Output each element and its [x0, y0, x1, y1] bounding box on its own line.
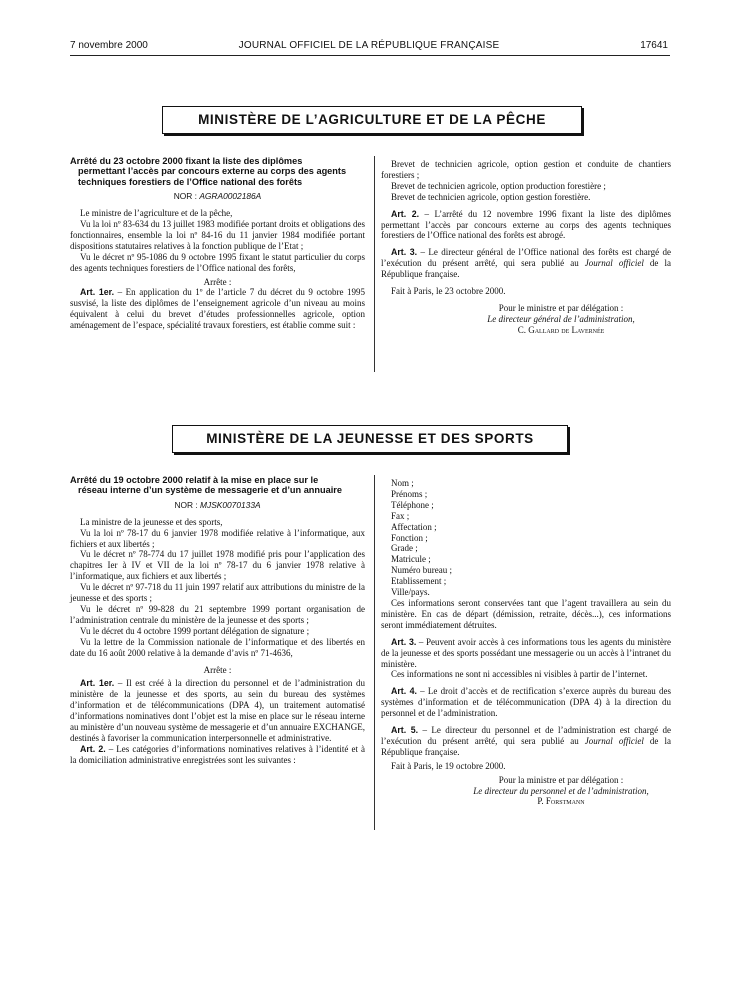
article-3 [381, 247, 671, 280]
paragraph: Vu la loi nº 78-17 du 6 janvier 1978 modifiée relative à l’informatique, aux fichiers et aux libertés ; [70, 527, 365, 549]
article-label: Art. 4. [391, 686, 417, 697]
article-label: Art. 3. [391, 247, 418, 258]
list-item: Etablissement ; [391, 576, 447, 587]
article-label: Art. 3. [391, 636, 417, 647]
paragraph: Vu le décret nº 95-1086 du 9 octobre 1995 fixant le statut particulier du corps des agents techniques forestiers de l’Office national des forêts, [70, 251, 365, 273]
list-item: Fonction ; [391, 532, 428, 543]
decree-title [70, 475, 365, 496]
issue-date: 7 novembre 2000 [70, 40, 148, 51]
decree-youth-left-column [70, 475, 365, 766]
article-4 [381, 686, 671, 719]
signature-delegation: Pour le ministre et par délégation : [498, 302, 624, 313]
list-item: Ville/pays. [391, 587, 430, 598]
article-text: – Il est créé à la direction du personnel et de l’administration du ministère de la jeunesse et des sports, au sein du bureau des systèmes d’information et de télécommunications (DPA 4), un traitement automatisé d’informations nominatives dont l’objet est la mise en place sur le réseau interne au ministère d’un nouveau système de messagerie et d’un annuaire EXCHANGE, destinés à favoriser la communication interpersonnelle et administrative. [70, 678, 366, 743]
article-1 [70, 287, 365, 331]
journal-title: JOURNAL OFFICIEL DE LA RÉPUBLIQUE FRANÇAISE [238, 40, 500, 51]
signature-name: P. Forstmann [537, 796, 585, 807]
nor-code: MJSK0070133A [200, 499, 261, 510]
decree-title-line2: réseau interne d’un système de messagerie et d’un annuaire [78, 485, 342, 496]
ministry-heading-youth-sports: MINISTÈRE DE LA JEUNESSE ET DES SPORTS [172, 425, 568, 453]
paragraph: Ces informations ne sont ni accessibles ni visibles à partir de l’internet. [391, 669, 648, 680]
article-text: – Les catégories d’informations nominatives relatives à l’identité et à la domiciliation administrative enregistrées sont les suivantes : [70, 743, 365, 765]
paragraph: Vu le décret nº 97-718 du 11 juin 1997 relatif aux attributions du ministre de la jeunesse et des sports ; [70, 582, 365, 604]
article-text: – Le directeur général de l’Office national des forêts est chargé de l’exécution du présent arrêté, qui sera publié au [381, 247, 671, 269]
signature-title: Le directeur général de l’administration, [487, 313, 635, 324]
nor-label: NOR : [174, 499, 198, 510]
article-text: – L’arrêté du 12 novembre 1996 fixant la liste des diplômes permettant l’accès par concours externe au corps des agents techniques forestiers de l’Office national des forêts est abrogé. [381, 208, 671, 241]
nor-label: NOR : [173, 191, 197, 202]
journal-reference: Journal officiel [584, 735, 644, 746]
list-item: Grade ; [391, 543, 418, 554]
nor-reference [70, 191, 365, 202]
arrete-label: Arrête : [203, 664, 232, 675]
paragraph: Vu le décret du 4 octobre 1999 portant délégation de signature ; [80, 625, 310, 636]
decree-youth-right-column [381, 478, 671, 807]
list-item: Téléphone ; [391, 499, 434, 510]
paragraph: Le ministre de l’agriculture et de la pêche, [80, 208, 233, 219]
diploma-item: Brevet de technicien agricole, option gestion forestière. [391, 191, 591, 202]
signature-delegation: Pour la ministre et par délégation : [498, 774, 624, 785]
list-item: Matricule ; [391, 554, 431, 565]
signature-name: C. Gallard de Lavernée [517, 324, 605, 335]
diploma-item: Brevet de technicien agricole, option gestion et conduite de chantiers forestiers ; [381, 159, 671, 180]
list-item: Nom ; [391, 478, 414, 488]
article-text: de la République française. [381, 735, 671, 757]
article-label: Art. 1er. [80, 287, 115, 298]
decree-agriculture-right-column [381, 159, 671, 336]
list-item: Numéro bureau ; [391, 565, 452, 576]
list-item: Prénoms ; [391, 488, 428, 499]
paragraph: Vu la loi nº 83-634 du 13 juillet 1983 modifiée portant droits et obligations des fonctionnaires, ensemble la loi nº 84-16 du 11 janvier 1984 modifiée portant dispositions statutaires relatives à la fonction publique de l’Etat ; [70, 219, 365, 251]
article-5 [381, 725, 671, 758]
decree-title-line2: permettant l’accès par concours externe au corps des agents techniques forestiers de l’Office national des forêts [78, 166, 347, 187]
diploma-item: Brevet de technicien agricole, option production forestière ; [391, 180, 606, 191]
article-text: – Le droit d’accès et de rectification s’exerce auprès du bureau des systèmes d’information et de télécommunication (DPA 4) à la direction du personnel et de l’administration. [381, 686, 671, 719]
paragraph: Vu la lettre de la Commission nationale de l’informatique et des libertés en date du 16 août 2000 relative à la demande d’avis nº 71-4636, [70, 636, 365, 658]
decree-title-line1: Arrêté du 23 octobre 2000 fixant la liste des diplômes [70, 156, 303, 166]
article-label: Art. 2. [391, 208, 420, 219]
list-item: Fax ; [391, 510, 410, 521]
decree-title-line1: Arrêté du 19 octobre 2000 relatif à la mise en place sur le [70, 475, 319, 485]
article-label: Art. 1er. [80, 678, 115, 689]
arrete-label: Arrête : [203, 276, 232, 287]
paragraph: Vu le décret nº 78-774 du 17 juillet 1978 modifié pris pour l’application des chapitres Ier à IV et VII de la loi nº 78-17 du 6 janvier 1978 relative à l’informatique, aux fichiers et aux libertés ; [70, 549, 365, 582]
decree-agriculture-left-column [70, 156, 365, 331]
article-label: Art. 5. [391, 725, 419, 736]
article-text: de la République française. [381, 258, 671, 280]
article-label: Art. 2. [80, 743, 106, 754]
nor-reference [70, 500, 365, 511]
ministry-heading-agriculture: MINISTÈRE DE L’AGRICULTURE ET DE LA PÊCHE [162, 106, 582, 134]
information-categories-list [381, 478, 671, 598]
article-3 [381, 637, 671, 670]
paragraph: La ministre de la jeunesse et des sports, [80, 516, 223, 527]
list-item: Affectation ; [391, 521, 437, 532]
decree-title [70, 156, 365, 187]
article-text: – En application du 1º de l’article 7 du décret du 9 octobre 1995 susvisé, la liste des diplômes de l’enseignement agricole d’un niveau au moins équivalent à celui du brevet d’études professionnelles agricole, option aménagement de l’espace, spécialité travaux forestiers, est établie comme suit : [70, 287, 365, 331]
paragraph: Ces informations seront conservées tant que l’agent travaillera au sein du ministère. En cas de départ (démission, retraite, décès...), ces informations seront immédiatement détruites. [381, 597, 671, 630]
article-text: – Peuvent avoir accès à ces informations tous les agents du ministère de la jeunesse et des sports possédant une messagerie ou un accès à l’intranet du ministère. [381, 636, 671, 669]
page-number: 17641 [640, 40, 668, 51]
done-at-line: Fait à Paris, le 23 octobre 2000. [391, 286, 506, 297]
signature-title: Le directeur du personnel et de l’administration, [473, 785, 649, 796]
paragraph: Vu le décret nº 99-828 du 21 septembre 1999 portant organisation de l’administration centrale du ministère de la jeunesse et des sports ; [70, 603, 365, 625]
nor-code: AGRA0002186A [199, 191, 262, 202]
column-divider [374, 475, 375, 830]
column-divider [374, 156, 375, 372]
article-text: – Le directeur du personnel et de l’administration est chargé de l’exécution du présent arrêté, qui sera publié au [381, 725, 671, 746]
done-at-line: Fait à Paris, le 19 octobre 2000. [391, 760, 506, 771]
header-rule [70, 55, 670, 56]
journal-reference: Journal officiel [584, 258, 644, 269]
article-2 [70, 744, 365, 766]
article-1 [70, 678, 365, 743]
article-2 [381, 209, 671, 242]
